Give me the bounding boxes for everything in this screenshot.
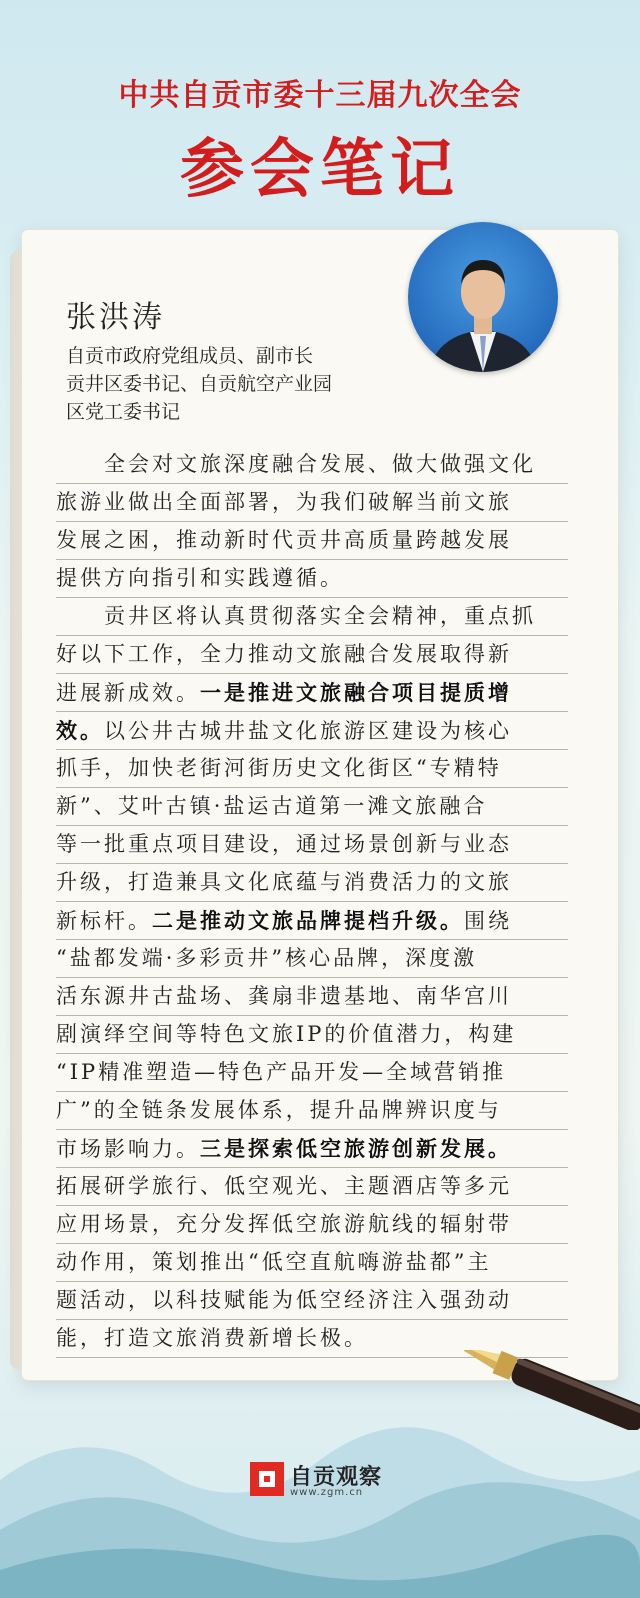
person-name: 张洪涛 xyxy=(66,300,165,335)
body-line xyxy=(56,1282,568,1320)
text-segment: 等一批重点项目建设，通过场景创新与业态 xyxy=(56,832,512,856)
body-line xyxy=(56,1168,568,1206)
notes-title: 参会笔记 xyxy=(180,132,460,207)
text-segment: 拓展研学旅行、低空观光、主题酒店等多元 xyxy=(56,1174,512,1198)
text-segment: “盐都发端·多彩贡井”核心品牌，深度激 xyxy=(56,946,478,970)
text-segment: “IP精准塑造—特色产品开发—全域营销推 xyxy=(56,1060,507,1084)
body-line xyxy=(56,788,568,826)
publisher-logo xyxy=(250,1460,400,1500)
bold-text: 三是探索低空旅游创新发展。 xyxy=(200,1136,512,1161)
body-line xyxy=(56,1244,568,1282)
person-title-line: 自贡市政府党组成员、副市长 xyxy=(66,345,314,367)
bold-text: 二是推动文旅品牌提档升级。 xyxy=(152,908,464,933)
text-segment: 能，打造文旅消费新增长极。 xyxy=(56,1326,368,1350)
body-line xyxy=(56,446,568,484)
logo-mark-icon xyxy=(250,1462,284,1496)
text-segment: 广”的全链条发展体系，提升品牌辨识度与 xyxy=(56,1098,502,1122)
text-segment: 全会对文旅深度融合发展、做大做强文化 xyxy=(56,452,536,476)
body-line xyxy=(56,598,568,636)
body-line xyxy=(56,750,568,788)
body-line xyxy=(56,674,568,712)
text-segment: 升级，打造兼具文化底蕴与消费活力的文旅 xyxy=(56,870,512,894)
body-line xyxy=(56,522,568,560)
meeting-title: 中共自贡市委十三届九次全会 xyxy=(118,78,522,113)
text-segment: 动作用，策划推出“低空直航嗨游盐都”主 xyxy=(56,1250,492,1274)
body-line xyxy=(56,940,568,978)
person-title-line: 区党工委书记 xyxy=(66,401,181,423)
body-line xyxy=(56,1092,568,1130)
bold-text: 一是推进文旅融合项目提质增 xyxy=(200,680,512,705)
fountain-pen-icon xyxy=(450,1350,640,1430)
text-segment: 旅游业做出全面部署，为我们破解当前文旅 xyxy=(56,490,512,514)
person-title-line: 贡井区委书记、自贡航空产业园 xyxy=(66,373,333,395)
body-line xyxy=(56,484,568,522)
text-segment: 发展之困，推动新时代贡井高质量跨越发展 xyxy=(56,528,512,552)
body-line xyxy=(56,560,568,598)
text-segment: 新标杆。 xyxy=(56,909,152,933)
text-segment: 题活动，以科技赋能为低空经济注入强劲动 xyxy=(56,1288,512,1312)
text-segment: 新”、艾叶古镇·盐运古道第一滩文旅融合 xyxy=(56,794,488,818)
body-line xyxy=(56,1130,568,1168)
text-segment: 剧演绎空间等特色文旅IP的价值潜力，构建 xyxy=(56,1022,517,1046)
text-segment: 市场影响力。 xyxy=(56,1137,200,1161)
article-body xyxy=(56,446,568,1358)
text-segment: 围绕 xyxy=(464,909,512,933)
person-titles xyxy=(66,342,332,426)
body-line xyxy=(56,978,568,1016)
body-line xyxy=(56,712,568,750)
text-segment: 提供方向指引和实践遵循。 xyxy=(56,566,344,590)
body-line xyxy=(56,636,568,674)
text-segment: 抓手，加快老街河街历史文化街区“专精特 xyxy=(56,756,502,780)
portrait-photo xyxy=(408,222,558,372)
body-line xyxy=(56,864,568,902)
text-segment: 应用场景，充分发挥低空旅游航线的辐射带 xyxy=(56,1212,512,1236)
body-line xyxy=(56,1016,568,1054)
text-segment: 进展新成效。 xyxy=(56,681,200,705)
text-segment: 以公井古城井盐文化旅游区建设为核心 xyxy=(104,719,512,743)
body-line xyxy=(56,902,568,940)
logo-url: www.zgm.cn xyxy=(290,1487,364,1498)
logo-name: 自贡观察 xyxy=(290,1465,383,1490)
text-segment: 活东源井古盐场、龚扇非遗基地、南华宫川 xyxy=(56,984,512,1008)
body-line xyxy=(56,1054,568,1092)
body-line xyxy=(56,1206,568,1244)
bold-text: 效。 xyxy=(56,718,104,743)
text-segment: 贡井区将认真贯彻落实全会精神，重点抓 xyxy=(56,604,536,628)
avatar xyxy=(408,222,558,372)
text-segment: 好以下工作，全力推动文旅融合发展取得新 xyxy=(56,642,512,666)
body-line xyxy=(56,826,568,864)
